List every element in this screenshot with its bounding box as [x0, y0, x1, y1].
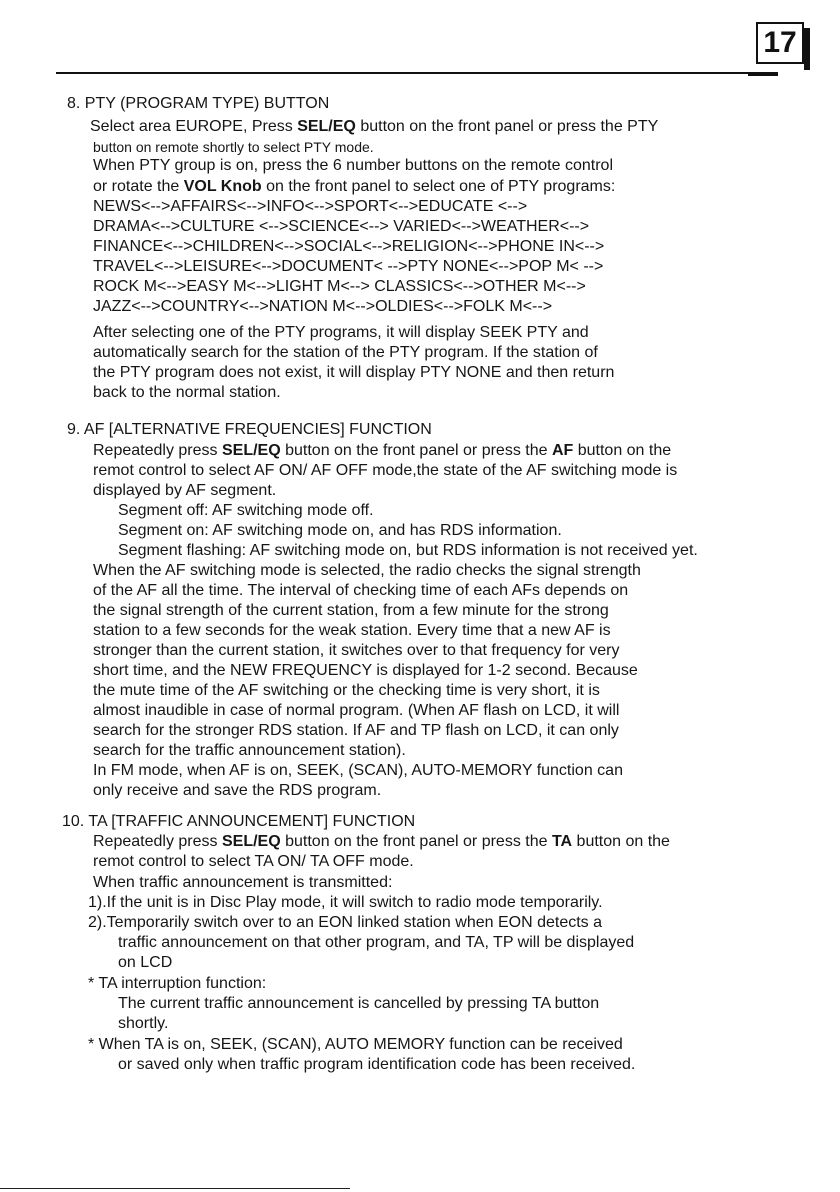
text-line: In FM mode, when AF is on, SEEK, (SCAN), AUTO-MEMORY function can	[93, 762, 623, 779]
text-line: Segment on: AF switching mode on, and has RDS information.	[118, 522, 562, 539]
text-line: the mute time of the AF switching or the checking time is very short, it is	[93, 682, 600, 699]
text-line	[93, 441, 671, 461]
text-line	[93, 832, 670, 852]
text-line: station to a few seconds for the weak station. Every time that a new AF is	[93, 622, 611, 639]
text-line: * When TA is on, SEEK, (SCAN), AUTO MEMORY function can be received	[88, 1036, 623, 1053]
text-line: search for the traffic announcement station).	[93, 742, 406, 759]
text-line: on LCD	[118, 954, 173, 971]
text-line: When traffic announcement is transmitted:	[93, 874, 393, 891]
text-run: on the front panel to select one of PTY programs:	[261, 178, 616, 195]
text-line: button on remote shortly to select PTY mode.	[93, 139, 374, 155]
text-line: back to the normal station.	[93, 384, 281, 401]
text-line: After selecting one of the PTY programs, it will display SEEK PTY and	[93, 324, 589, 341]
text-line: 2).Temporarily switch over to an EON linked station when EON detects a	[88, 914, 602, 931]
text-line: short time, and the NEW FREQUENCY is displayed for 1-2 second. Because	[93, 662, 638, 679]
text-line: NEWS<-->AFFAIRS<-->INFO<-->SPORT<-->EDUCATE <-->	[93, 198, 528, 215]
text-line: remot control to select TA ON/ TA OFF mode.	[93, 853, 414, 870]
text-line: only receive and save the RDS program.	[93, 782, 382, 799]
text-line: FINANCE<-->CHILDREN<-->SOCIAL<-->RELIGION<-->PHONE IN<-->	[93, 238, 605, 255]
bold-term: TA	[551, 833, 573, 850]
text-line	[90, 117, 658, 137]
text-run: button on the	[573, 442, 672, 459]
text-line: JAZZ<-->COUNTRY<-->NATION M<-->OLDIES<-->FOLK M<-->	[93, 298, 553, 315]
text-line: TRAVEL<-->LEISURE<-->DOCUMENT< -->PTY NONE<-->POP M< -->	[93, 258, 604, 275]
bold-term: AF	[551, 442, 574, 459]
bold-term: SEL/EQ	[221, 442, 281, 459]
page-number: 17	[756, 22, 804, 64]
text-line: automatically search for the station of the PTY program. If the station of	[93, 344, 598, 361]
bold-term: VOL Knob	[183, 178, 262, 195]
text-run: button on the	[572, 833, 670, 850]
text-line: When the AF switching mode is selected, the radio checks the signal strength	[93, 562, 641, 579]
text-line: displayed by AF segment.	[93, 482, 277, 499]
footer-rule	[0, 1188, 350, 1189]
text-line: Segment off: AF switching mode off.	[118, 502, 374, 519]
text-line: the PTY program does not exist, it will display PTY NONE and then return	[93, 364, 615, 381]
header-rule	[56, 72, 774, 74]
text-run: button on the front panel or press the	[280, 442, 552, 459]
text-line: ROCK M<-->EASY M<-->LIGHT M<--> CLASSICS<-->OTHER M<-->	[93, 278, 586, 295]
text-line: or saved only when traffic program identification code has been received.	[118, 1056, 636, 1073]
bold-term: SEL/EQ	[221, 833, 281, 850]
text-line: * TA interruption function:	[88, 975, 267, 992]
text-line: DRAMA<-->CULTURE <-->SCIENCE<--> VARIED<-->WEATHER<-->	[93, 218, 590, 235]
text-run: Repeatedly press	[93, 442, 222, 459]
text-line: The current traffic announcement is cancelled by pressing TA button	[118, 995, 600, 1012]
text-line: almost inaudible in case of normal program. (When AF flash on LCD, it will	[93, 702, 620, 719]
text-line: of the AF all the time. The interval of checking time of each AFs depends on	[93, 582, 629, 599]
text-line	[93, 177, 615, 197]
text-line: search for the stronger RDS station. If AF and TP flash on LCD, it can only	[93, 722, 619, 739]
text-line: remot control to select AF ON/ AF OFF mode,the state of the AF switching mode is	[93, 462, 678, 479]
text-line: Segment flashing: AF switching mode on, but RDS information is not received yet.	[118, 542, 698, 559]
text-run: Repeatedly press	[93, 833, 222, 850]
text-line: the signal strength of the current station, from a few minute for the strong	[93, 602, 609, 619]
text-line: traffic announcement on that other program, and TA, TP will be displayed	[118, 934, 635, 951]
text-line: 10. TA [TRAFFIC ANNOUNCEMENT] FUNCTION	[62, 813, 416, 830]
text-run: When PTY group is on, press the 6 number buttons on the remote control	[93, 157, 613, 174]
bold-term: SEL/EQ	[297, 118, 356, 135]
text-line: 1).If the unit is in Disc Play mode, it will switch to radio mode temporarily.	[88, 894, 603, 911]
text-run: Select area EUROPE, Press	[90, 118, 298, 135]
text-line	[93, 156, 613, 176]
text-line: shortly.	[118, 1015, 169, 1032]
text-line: 9. AF [ALTERNATIVE FREQUENCIES] FUNCTION	[67, 421, 432, 438]
text-line: 8. PTY (PROGRAM TYPE) BUTTON	[67, 95, 330, 112]
text-run: or rotate the	[93, 178, 184, 195]
text-run: button on the front panel or press the PTY	[355, 118, 659, 135]
text-line: stronger than the current station, it switches over to that frequency for very	[93, 642, 620, 659]
text-run: button on the front panel or press the	[280, 833, 552, 850]
